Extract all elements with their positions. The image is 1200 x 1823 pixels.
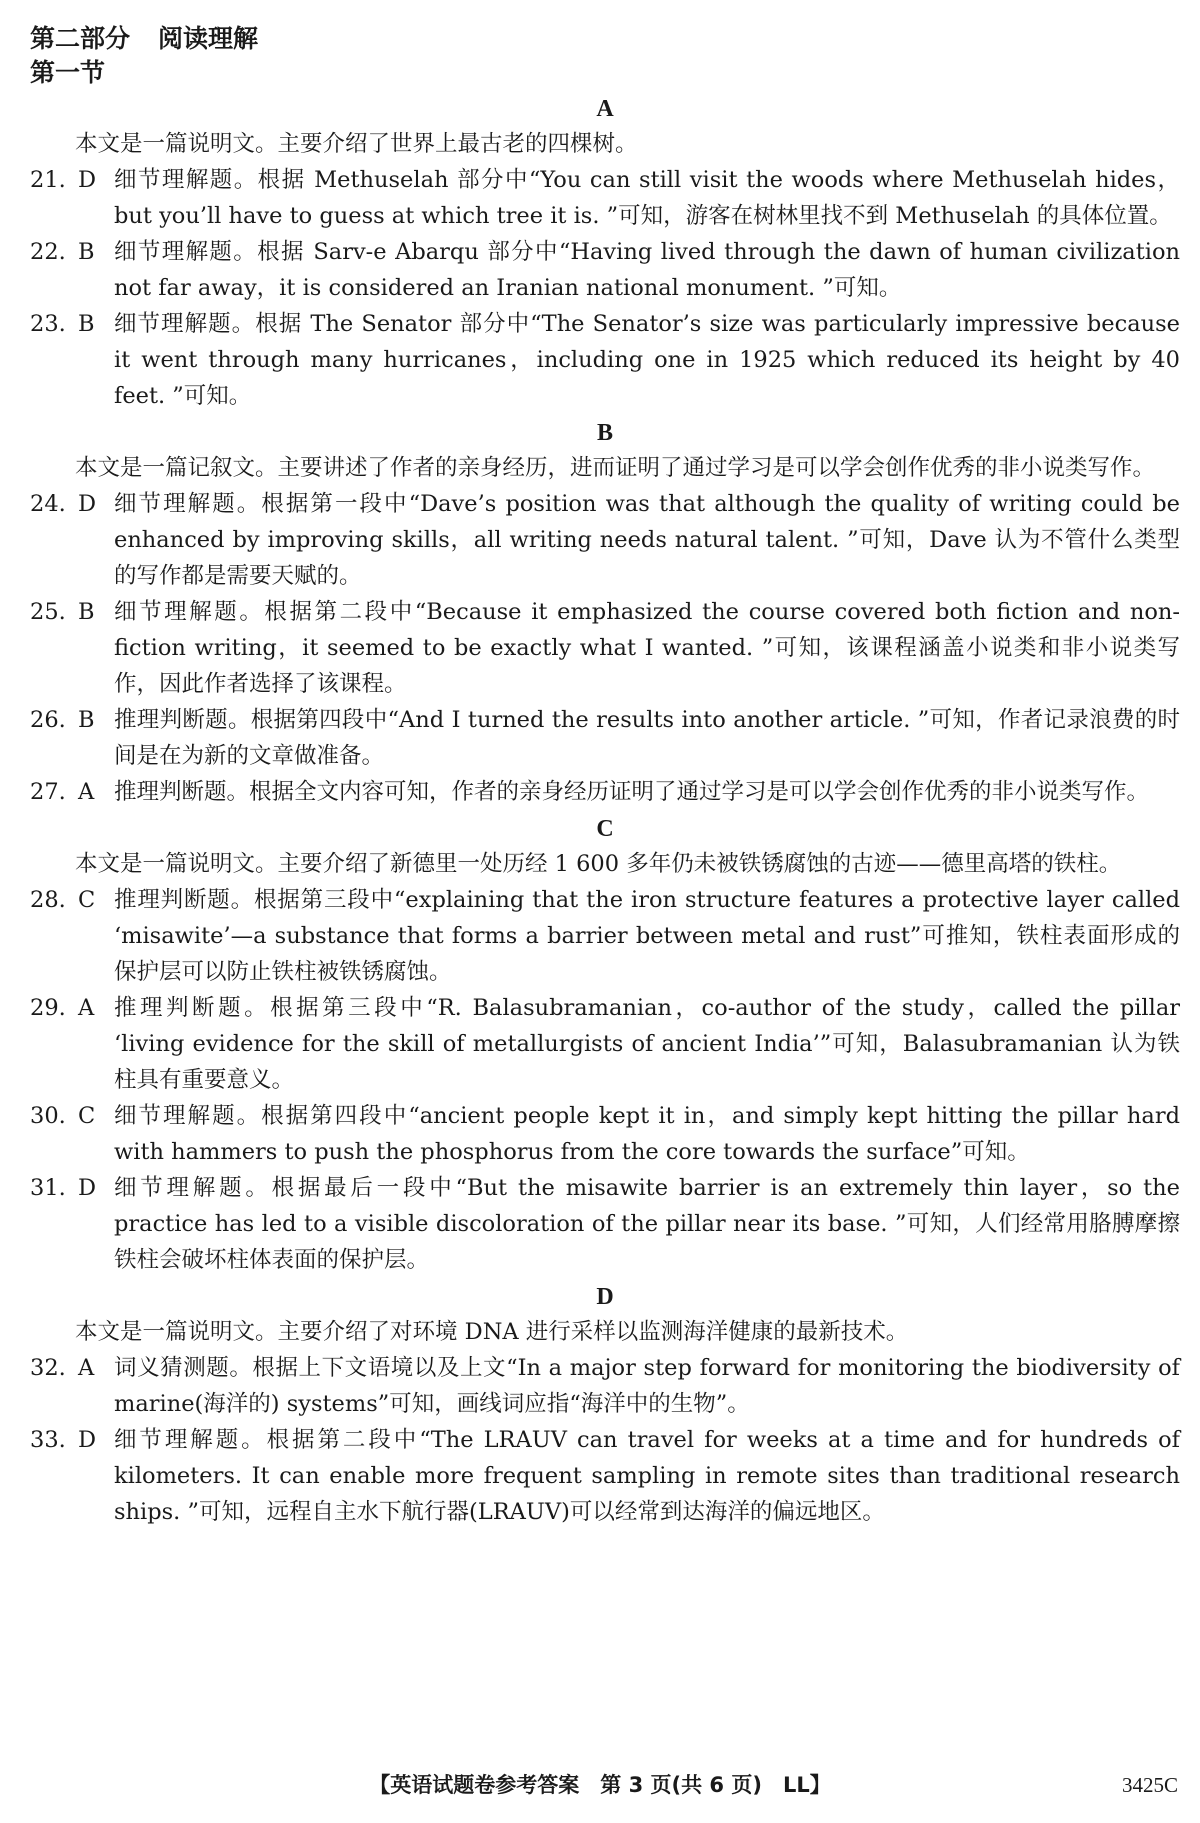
question-number: 30. bbox=[30, 1103, 66, 1129]
answer-explanation bbox=[114, 306, 1180, 414]
answer-explanation bbox=[114, 234, 1180, 306]
answer-item bbox=[30, 162, 1180, 234]
answer-item bbox=[30, 1422, 1180, 1530]
part-number: 第二部分 bbox=[30, 24, 131, 53]
passage-intro: 本文是一篇说明文。主要介绍了世界上最古老的四棵树。 bbox=[75, 131, 638, 157]
answer-letter: B bbox=[78, 599, 95, 625]
answer-explanation bbox=[114, 162, 1180, 234]
question-number: 23. bbox=[30, 311, 66, 337]
answer-item bbox=[30, 702, 1180, 774]
answer-letter: D bbox=[78, 1427, 97, 1453]
question-type: 推理判断题。 bbox=[114, 779, 250, 805]
explanation-text: 根据 Sarv-e Abarqu 部分中“Having lived through the dawn of human civilization not far away，it is considered an Iranian national monument. ”可知。 bbox=[114, 239, 1180, 301]
answer-item bbox=[30, 1170, 1180, 1278]
question-type: 细节理解题。 bbox=[114, 167, 258, 193]
question-type: 细节理解题。 bbox=[114, 491, 262, 517]
page-footer bbox=[0, 1765, 1200, 1805]
answer-letter: A bbox=[78, 1355, 95, 1381]
question-type: 细节理解题。 bbox=[114, 239, 258, 265]
explanation-text: 根据第二段中“The LRAUV can travel for weeks at a time and for hundreds of kilometers. It can enable more frequent sampling in remote sites than traditional research ships. ”可知，远程自主水下航行器(LRAUV)可以经常到达海洋的偏远地区。 bbox=[114, 1427, 1180, 1525]
answer-item bbox=[30, 306, 1180, 414]
answer-explanation bbox=[114, 882, 1180, 990]
footer-page-info: 【英语试题卷参考答案 第 3 页(共 6 页) LL】 bbox=[369, 1773, 831, 1797]
explanation-text: 根据第四段中“ancient people kept it in，and simply kept hitting the pillar hard with hammers to push the phosphorus from the core towards the surface”可知。 bbox=[114, 1103, 1180, 1165]
answer-explanation bbox=[114, 702, 1180, 774]
explanation-text: 根据全文内容可知，作者的亲身经历证明了通过学习是可以学会创作优秀的非小说类写作。 bbox=[249, 779, 1150, 805]
answer-explanation bbox=[114, 1098, 1180, 1170]
question-number: 32. bbox=[30, 1355, 66, 1381]
answer-letter: A bbox=[78, 779, 95, 805]
passage-letter: B bbox=[596, 420, 613, 446]
passage-letter: C bbox=[596, 816, 614, 842]
question-type: 细节理解题。 bbox=[114, 599, 265, 625]
answer-explanation bbox=[114, 1422, 1180, 1530]
passage-intro: 本文是一篇说明文。主要介绍了对环境 DNA 进行采样以监测海洋健康的最新技术。 bbox=[75, 1319, 909, 1345]
explanation-text: 根据第一段中“Dave’s position was that although the quality of writing could be enhanced by improving skills，all writing needs natural talent. ”可知，Dave 认为不管什么类型的写作都是需要天赋的。 bbox=[114, 491, 1180, 589]
answer-explanation bbox=[114, 1170, 1180, 1278]
answer-explanation bbox=[114, 486, 1180, 594]
explanation-text: 根据最后一段中“But the misawite barrier is an extremely thin layer，so the practice has led to a visible discoloration of the pillar near its base. ”可知，人们经常用胳膊摩擦铁柱会破坏柱体表面的保护层。 bbox=[114, 1175, 1180, 1273]
answer-letter: D bbox=[78, 1175, 97, 1201]
explanation-text: 根据第三段中“explaining that the iron structure features a protective layer called ‘misawite’—a substance that forms a barrier between metal and rust”可推知，铁柱表面形成的保护层可以防止铁柱被铁锈腐蚀。 bbox=[114, 887, 1180, 985]
answer-explanation bbox=[114, 990, 1180, 1098]
answer-letter: C bbox=[78, 887, 96, 913]
answer-item bbox=[30, 990, 1180, 1098]
question-number: 28. bbox=[30, 887, 66, 913]
question-type: 推理判断题。 bbox=[114, 995, 271, 1021]
explanation-text: 根据第二段中“Because it emphasized the course covered both fiction and non-fiction writing，it seemed to be exactly what I wanted. ”可知，该课程涵盖小说类和非小说类写作，因此作者选择了该课程。 bbox=[114, 599, 1180, 697]
explanation-text: 根据 Methuselah 部分中“You can still visit the woods where Methuselah hides，but you’ll have to guess at which tree it is. ”可知，游客在树林里找不到 Methuselah 的具体位置。 bbox=[114, 167, 1180, 229]
part-heading bbox=[30, 22, 1180, 56]
question-type: 细节理解题。 bbox=[114, 1427, 267, 1453]
answer-item bbox=[30, 774, 1180, 810]
answer-letter: C bbox=[78, 1103, 96, 1129]
answer-explanation bbox=[114, 594, 1180, 702]
passage-letter: D bbox=[596, 1284, 614, 1310]
question-type: 推理判断题。 bbox=[114, 887, 254, 913]
question-type: 词义猜测题。 bbox=[114, 1355, 253, 1381]
answer-letter: B bbox=[78, 311, 95, 337]
answer-item bbox=[30, 486, 1180, 594]
answer-item bbox=[30, 1098, 1180, 1170]
question-number: 31. bbox=[30, 1175, 66, 1201]
passages-container bbox=[30, 92, 1180, 1530]
answer-letter: A bbox=[78, 995, 95, 1021]
question-number: 26. bbox=[30, 707, 66, 733]
answer-explanation bbox=[114, 774, 1180, 810]
question-number: 27. bbox=[30, 779, 66, 805]
explanation-text: 根据第四段中“And I turned the results into another article. ”可知，作者记录浪费的时间是在为新的文章做准备。 bbox=[114, 707, 1180, 769]
answer-letter: B bbox=[78, 239, 95, 265]
question-type: 推理判断题。 bbox=[114, 707, 251, 733]
explanation-text: 根据第三段中“R. Balasubramanian，co-author of the study，called the pillar ‘living evidence for the skill of metallurgists of ancient India’”可知，Balasubramanian 认为铁柱具有重要意义。 bbox=[114, 995, 1180, 1093]
question-number: 25. bbox=[30, 599, 66, 625]
explanation-text: 根据 The Senator 部分中“The Senator’s size was particularly impressive because it went through many hurricanes，including one in 1925 which reduced its height by 40 feet. ”可知。 bbox=[114, 311, 1180, 409]
question-type: 细节理解题。 bbox=[114, 1175, 272, 1201]
passage-intro: 本文是一篇记叙文。主要讲述了作者的亲身经历，进而证明了通过学习是可以学会创作优秀的非小说类写作。 bbox=[75, 455, 1156, 481]
footer-paper-code: 3425C bbox=[1121, 1773, 1178, 1797]
answer-item bbox=[30, 234, 1180, 306]
answer-key-page bbox=[30, 22, 1180, 1530]
explanation-text: 根据上下文语境以及上文“In a major step forward for monitoring the biodiversity of marine(海洋的) systems”可知，画线词应指“海洋中的生物”。 bbox=[114, 1355, 1180, 1417]
question-number: 21. bbox=[30, 167, 66, 193]
question-number: 24. bbox=[30, 491, 66, 517]
section-heading: 第一节 bbox=[30, 58, 106, 87]
answer-item bbox=[30, 594, 1180, 702]
question-type: 细节理解题。 bbox=[114, 1103, 262, 1129]
question-number: 22. bbox=[30, 239, 66, 265]
question-number: 29. bbox=[30, 995, 66, 1021]
passage-intro: 本文是一篇说明文。主要介绍了新德里一处历经 1 600 多年仍未被铁锈腐蚀的古迹——德里高塔的铁柱。 bbox=[75, 851, 1122, 877]
question-number: 33. bbox=[30, 1427, 66, 1453]
answer-item bbox=[30, 882, 1180, 990]
answer-letter: B bbox=[78, 707, 95, 733]
question-type: 细节理解题。 bbox=[114, 311, 256, 337]
answer-letter: D bbox=[78, 491, 97, 517]
passage-letter: A bbox=[596, 96, 614, 122]
answer-letter: D bbox=[78, 167, 97, 193]
part-name: 阅读理解 bbox=[158, 24, 259, 53]
answer-explanation bbox=[114, 1350, 1180, 1422]
answer-item bbox=[30, 1350, 1180, 1422]
